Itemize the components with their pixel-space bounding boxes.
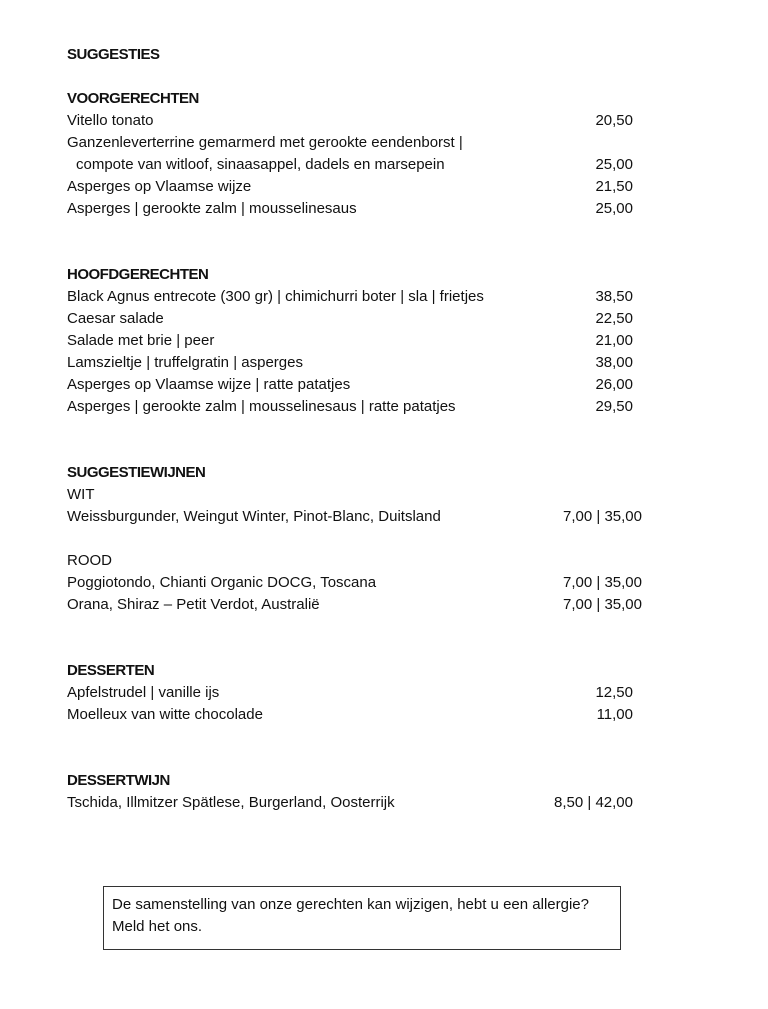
menu-item	[67, 792, 667, 814]
item-name: Black Agnus entrecote (300 gr) | chimichurri boter | sla | frietjes	[67, 288, 484, 305]
item-name: Asperges op Vlaamse wijze | ratte patatjes	[67, 376, 351, 393]
notice-line: De samenstelling van onze gerechten kan wijzigen, hebt u een allergie?	[112, 896, 589, 913]
item-name: Apfelstrudel | vanille ijs	[67, 684, 220, 701]
menu-item	[67, 286, 667, 308]
item-price: 22,50	[595, 310, 633, 327]
section-heading-wijnen: SUGGESTIEWIJNEN	[67, 464, 206, 481]
item-name: Vitello tonato	[67, 112, 154, 129]
item-name: Salade met brie | peer	[67, 332, 215, 349]
menu-item	[67, 176, 667, 198]
notice-line: Meld het ons.	[112, 918, 203, 935]
item-price: 7,00 | 35,00	[563, 508, 642, 525]
item-name: Lamszieltje | truffelgratin | asperges	[67, 354, 303, 371]
menu-item	[67, 594, 667, 616]
item-name: Asperges | gerookte zalm | mousselinesaus	[67, 200, 357, 217]
menu-item	[67, 396, 667, 418]
section-heading-voorgerechten: VOORGERECHTEN	[67, 90, 199, 107]
menu-item	[67, 110, 667, 132]
menu-page	[67, 44, 667, 814]
item-price: 7,00 | 35,00	[563, 596, 642, 613]
item-price: 29,50	[595, 398, 633, 415]
menu-item	[67, 132, 667, 154]
item-price: 11,00	[596, 706, 633, 723]
wine-category-rood: ROOD	[67, 552, 112, 569]
item-name: Caesar salade	[67, 310, 164, 327]
item-price: 8,50 | 42,00	[554, 794, 633, 811]
item-price: 21,00	[595, 332, 633, 349]
menu-item	[67, 154, 667, 176]
item-price: 12,50	[595, 684, 633, 701]
section-heading-desserten: DESSERTEN	[67, 662, 155, 679]
item-name: Asperges | gerookte zalm | mousselinesaus | ratte patatjes	[67, 398, 456, 415]
section-heading-dessertwijn: DESSERTWIJN	[67, 772, 170, 789]
item-price: 7,00 | 35,00	[563, 574, 642, 591]
allergy-notice	[103, 886, 621, 950]
section-heading-hoofdgerechten: HOOFDGERECHTEN	[67, 266, 209, 283]
item-name-continued: compote van witloof, sinaasappel, dadels en marsepein	[76, 156, 445, 173]
item-price: 38,00	[595, 354, 633, 371]
page-title: SUGGESTIES	[67, 46, 160, 63]
item-price: 38,50	[595, 288, 633, 305]
menu-item	[67, 704, 667, 726]
menu-item	[67, 352, 667, 374]
menu-item	[67, 506, 667, 528]
item-name: Orana, Shiraz – Petit Verdot, Australië	[67, 596, 320, 613]
item-name: Ganzenleverterrine gemarmerd met gerookte eendenborst |	[67, 134, 463, 151]
item-name: Weissburgunder, Weingut Winter, Pinot-Blanc, Duitsland	[67, 508, 441, 525]
menu-item	[67, 330, 667, 352]
item-price: 26,00	[595, 376, 633, 393]
item-name: Asperges op Vlaamse wijze	[67, 178, 252, 195]
item-price: 20,50	[595, 112, 633, 129]
item-price: 25,00	[595, 200, 633, 217]
wine-category-wit: WIT	[67, 486, 95, 503]
item-name: Moelleux van witte chocolade	[67, 706, 263, 723]
item-price: 25,00	[595, 156, 633, 173]
menu-item	[67, 572, 667, 594]
item-name: Tschida, Illmitzer Spätlese, Burgerland, Oosterrijk	[67, 794, 395, 811]
item-name: Poggiotondo, Chianti Organic DOCG, Toscana	[67, 574, 377, 591]
menu-item	[67, 682, 667, 704]
item-price: 21,50	[595, 178, 633, 195]
menu-item	[67, 198, 667, 220]
menu-item	[67, 374, 667, 396]
menu-item	[67, 308, 667, 330]
